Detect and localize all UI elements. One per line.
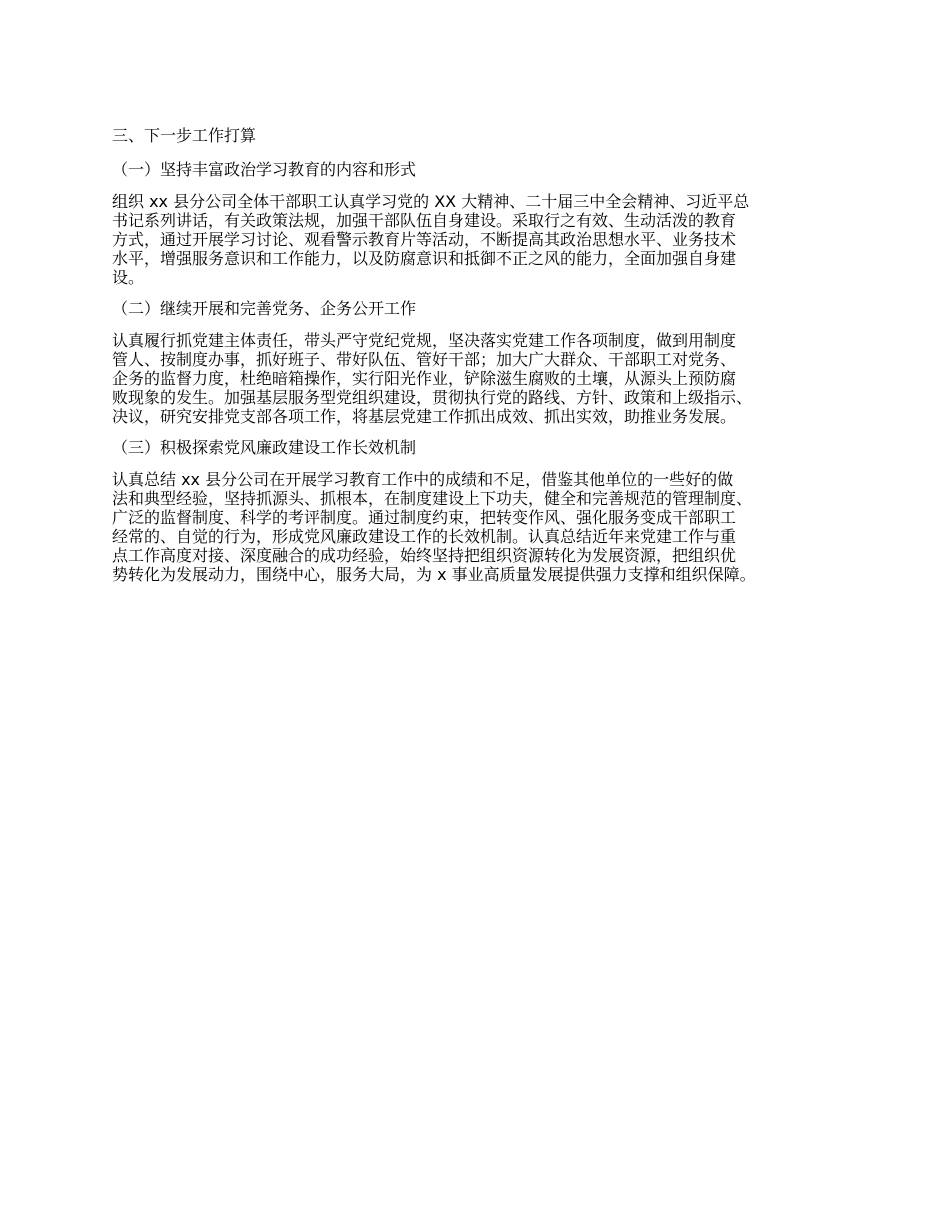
paragraph-line: 管人、按制度办事，抓好班子、带好队伍、管好干部；加大广大群众、干部职工对党务、 <box>112 350 737 369</box>
subsection-heading-2: （二）继续开展和完善党务、企务公开工作 <box>112 299 417 318</box>
paragraph-line: 方式，通过开展学习讨论、观看警示教育片等活动，不断提高其政治思想水平、业务技术 <box>112 230 737 249</box>
paragraph-line: 经常的、自觉的行为，形成党风廉政建设工作的长效机制。认真总结近年来党建工作与重 <box>112 527 737 546</box>
paragraph-line: 败现象的发生。加强基层服务型党组织建设，贯彻执行党的路线、方针、政策和上级指示、 <box>112 388 753 407</box>
subsection-paragraph-1 <box>112 192 848 287</box>
paragraph-line: 企务的监督力度，杜绝暗箱操作，实行阳光作业，铲除滋生腐败的土壤，从源头上预防腐 <box>112 369 737 388</box>
subsection-heading-3: （三）积极探索党风廉政建设工作长效机制 <box>112 438 417 457</box>
paragraph-line: 决议，研究安排党支部各项工作，将基层党建工作抓出成效、抓出实效，助推业务发展。 <box>112 407 737 426</box>
paragraph-line: 广泛的监督制度、科学的考评制度。通过制度约束，把转变作风、强化服务变成干部职工 <box>112 508 737 527</box>
paragraph-line: 法和典型经验，坚持抓源头、抓根本，在制度建设上下功夫，健全和完善规范的管理制度、 <box>112 489 753 508</box>
paragraph-line: 水平，增强服务意识和工作能力，以及防腐意识和抵御不正之风的能力，全面加强自身建 <box>112 249 737 268</box>
paragraph-line: 认真履行抓党建主体责任，带头严守党纪党规，坚决落实党建工作各项制度，做到用制度 <box>112 331 737 350</box>
subsection-paragraph-2 <box>112 331 848 426</box>
paragraph-line: 点工作高度对接、深度融合的成功经验，始终坚持把组织资源转化为发展资源，把组织优 <box>112 546 737 565</box>
subsection-paragraph-3 <box>112 470 848 584</box>
paragraph-line: 设。 <box>112 268 145 287</box>
document-body <box>112 124 848 594</box>
paragraph-line: 书记系列讲话，有关政策法规，加强干部队伍自身建设。采取行之有效、生动活泼的教育 <box>112 211 737 230</box>
section-title: 三、下一步工作打算 <box>112 126 257 145</box>
paragraph-line: 势转化为发展动力，围绕中心，服务大局，为 x 事业高质量发展提供强力支撑和组织保障。 <box>112 565 756 584</box>
subsection-heading-1: （一）坚持丰富政治学习教育的内容和形式 <box>112 160 417 179</box>
paragraph-line: 认真总结 xx 县分公司在开展学习教育工作中的成绩和不足，借鉴其他单位的一些好的做 <box>112 470 734 489</box>
paragraph-line: 组织 xx 县分公司全体干部职工认真学习党的 XX 大精神、二十届三中全会精神、习近平总 <box>112 192 750 211</box>
